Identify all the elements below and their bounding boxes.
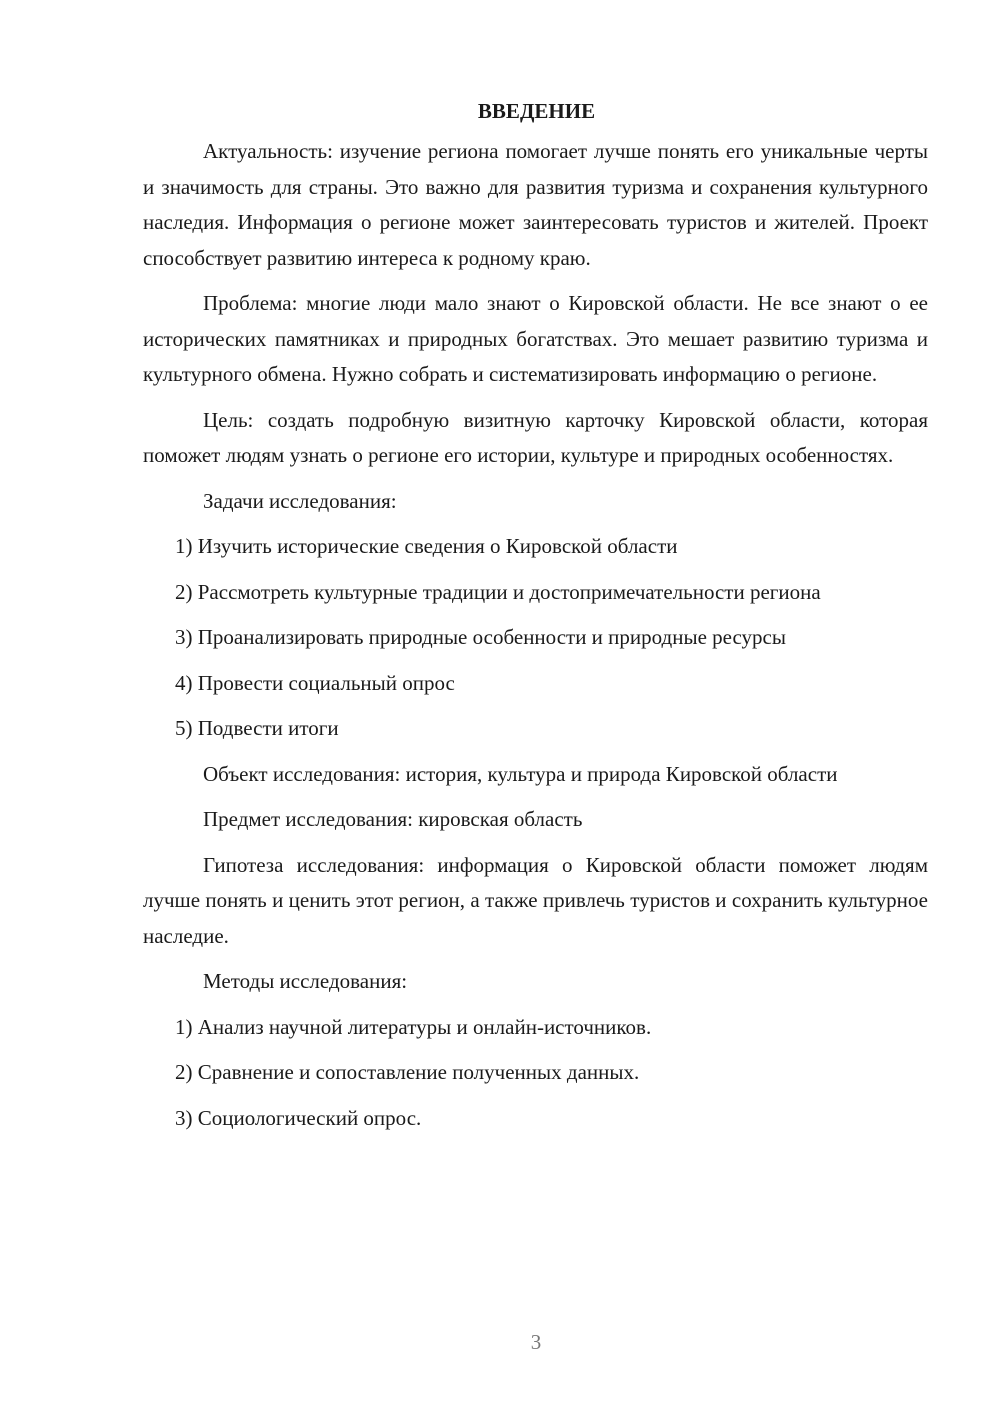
page-number: 3: [530, 1330, 542, 1354]
object-paragraph: Объект исследования: история, культура и природа Кировской области: [203, 761, 838, 786]
goal-paragraph: Цель: создать подробную визитную карточку Кировской области, которая поможет людям узнать о регионе его истории, культуре и природных особенностях.: [143, 407, 928, 467]
method-item-2: 2) Сравнение и сопоставление полученных данных.: [175, 1060, 640, 1084]
methods-heading: Методы исследования:: [203, 969, 408, 993]
hypothesis-paragraph: Гипотеза исследования: информация о Кировской области поможет людям лучше понять и ценить этот регион, а также привлечь туристов и сохранить культурное наследие.: [143, 852, 928, 948]
task-item-4: 4) Провести социальный опрос: [175, 670, 455, 695]
method-item-1: 1) Анализ научной литературы и онлайн-источников.: [175, 1014, 652, 1039]
task-item-5: 5) Подвести итоги: [175, 716, 339, 740]
relevance-paragraph: Актуальность: изучение региона помогает лучше понять его уникальные черты и значимость для страны. Это важно для развития туризма и сохранения культурного наследия. Информация о регионе может заинтересовать туристов и жителей. Проект способствует развитию интереса к родному краю.: [143, 139, 928, 270]
task-item-2: 2) Рассмотреть культурные традиции и достопримечательности региона: [175, 579, 821, 604]
task-item-1: 1) Изучить исторические сведения о Кировской области: [175, 534, 678, 558]
page-title: ВВЕДЕНИЕ: [477, 99, 596, 123]
problem-paragraph: Проблема: многие люди мало знают о Кировской области. Не все знают о ее исторических памятниках и природных богатствах. Это мешает развитию туризма и культурного обмена. Нужно собрать и систематизировать информацию о регионе.: [143, 291, 928, 386]
task-item-3: 3) Проанализировать природные особенности и природные ресурсы: [175, 625, 786, 649]
method-item-3: 3) Социологический опрос.: [175, 1105, 422, 1130]
subject-paragraph: Предмет исследования: кировская область: [203, 807, 583, 831]
page-content: [143, 96, 928, 1146]
tasks-heading: Задачи исследования:: [203, 488, 397, 513]
